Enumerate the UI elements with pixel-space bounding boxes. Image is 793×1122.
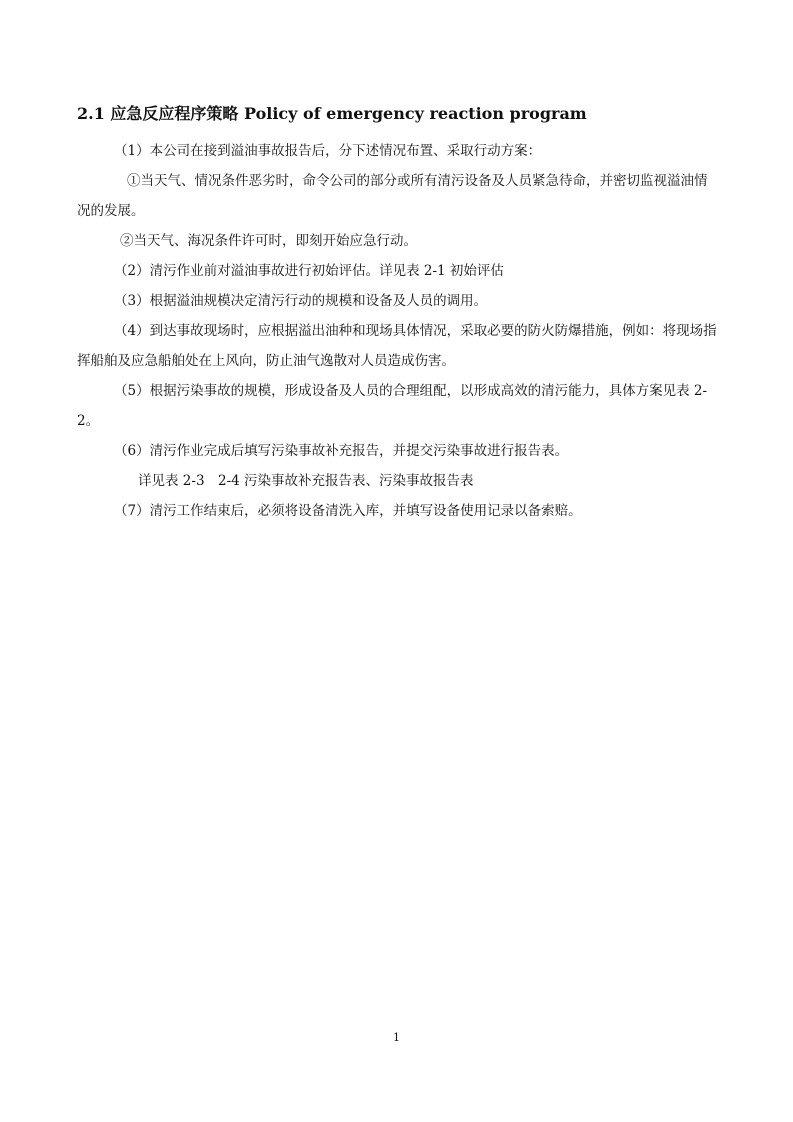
section-heading: 2.1 应急反应程序策略 Policy of emergency reaction program [77, 104, 587, 123]
paragraph-5: （5）根据污染事故的规模，形成设备及人员的合理组配，以形成高效的清污能力，具体方案见表 2-2。 [77, 383, 708, 429]
paragraph-6-reference: 详见表 2-3 2-4 污染事故补充报告表、污染事故报告表 [138, 473, 474, 489]
paragraph-6: （6）清污作业完成后填写污染事故补充报告，并提交污染事故进行报告表。 [114, 443, 569, 459]
paragraph-2: （2）清污作业前对溢油事故进行初始评估。详见表 2-1 初始评估 [114, 263, 504, 279]
paragraph-1-item-b: ②当天气、海况条件许可时，即刻开始应急行动。 [120, 233, 417, 249]
paragraph-4: （4）到达事故现场时，应根据溢出油种和现场具体情况，采取必要的防火防爆措施，例如：将现场指挥船舶及应急船舶处在上风向，防止油气逸散对人员造成伤害。 [77, 323, 717, 369]
paragraph-7: （7）清污工作结束后，必须将设备清洗入库，并填写设备使用记录以备索赔。 [114, 503, 582, 519]
paragraph-3: （3）根据溢油规模决定清污行动的规模和设备及人员的调用。 [114, 293, 488, 309]
paragraph-1: （1）本公司在接到溢油事故报告后，分下述情况布置、采取行动方案： [114, 143, 542, 159]
section-body [77, 136, 717, 526]
page-number: 1 [393, 1031, 400, 1044]
paragraph-1-item-a: ①当天气、情况条件恶劣时，命令公司的部分或所有清污设备及人员紧急待命，并密切监视溢油情况的发展。 [77, 173, 708, 219]
